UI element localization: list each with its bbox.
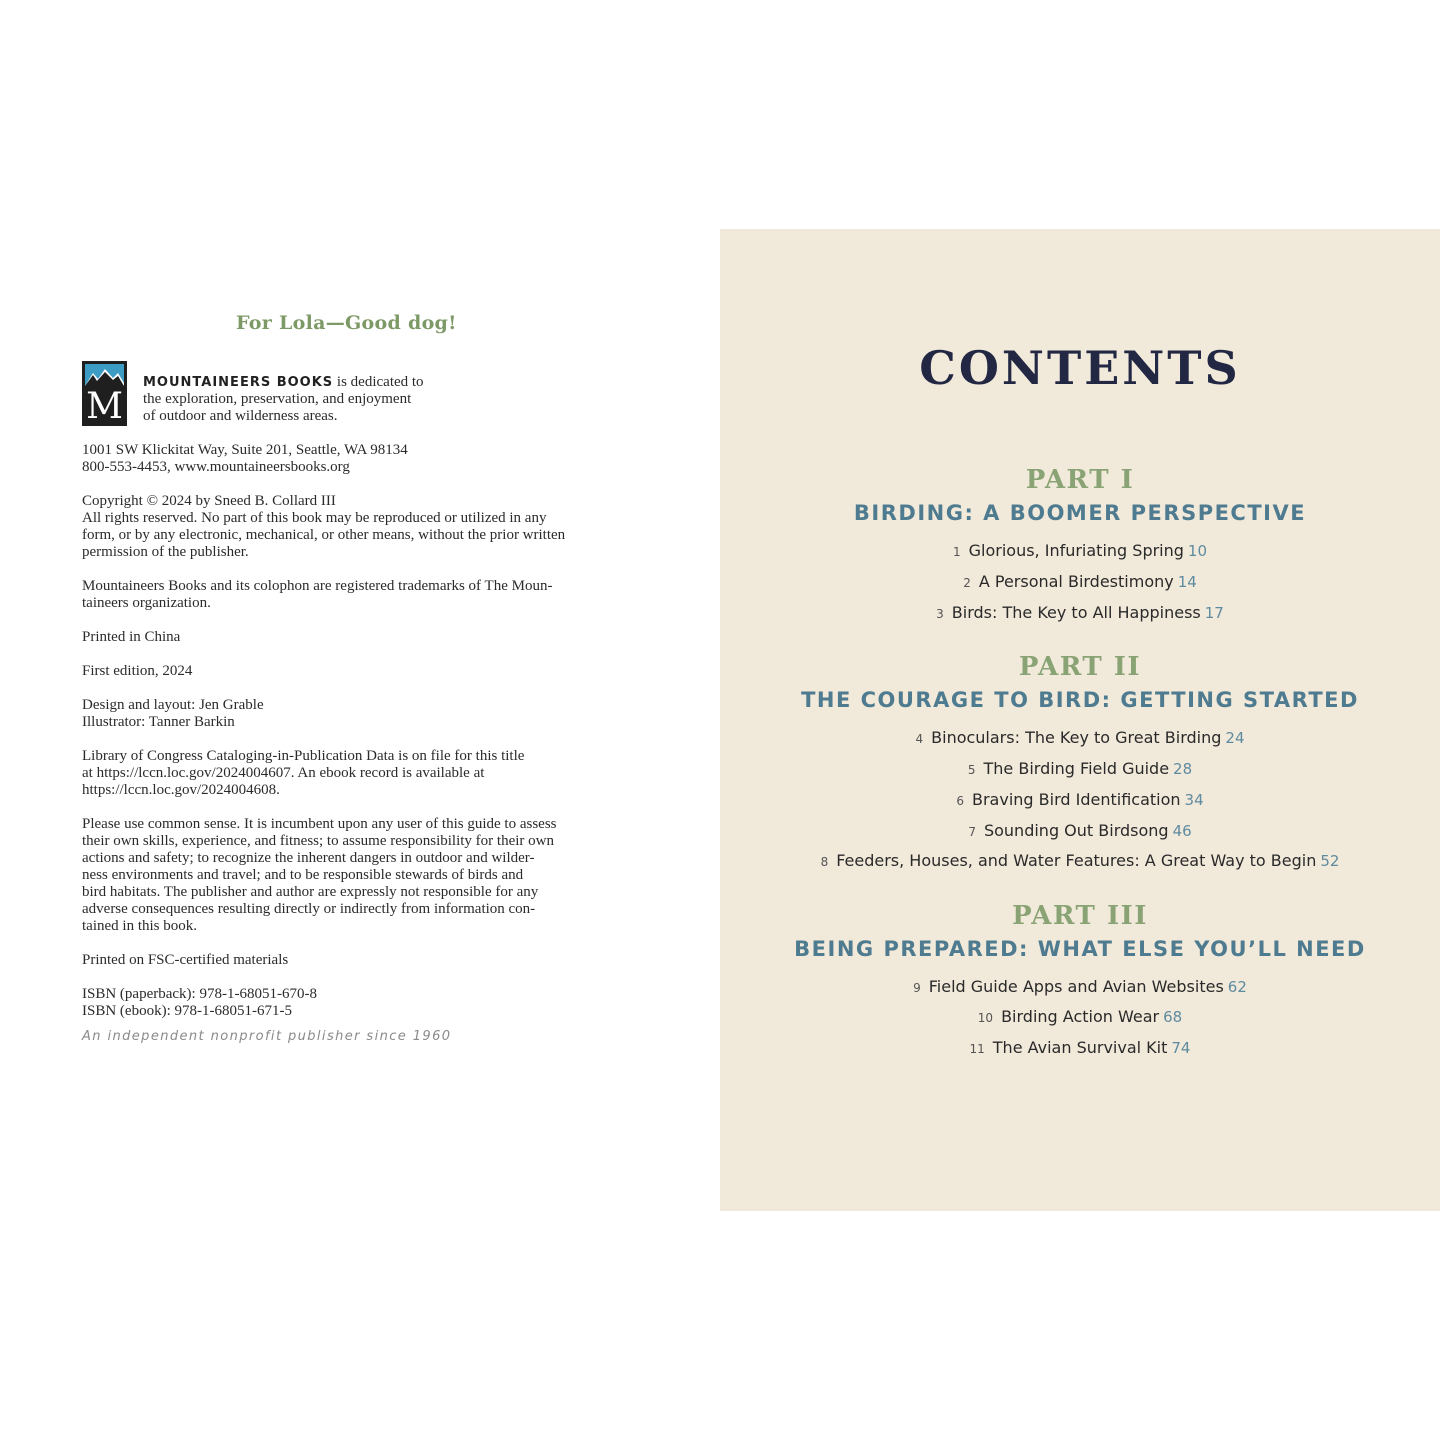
chapter-page-number: 52 [1320, 852, 1340, 870]
chapter-page-number: 28 [1173, 760, 1193, 778]
text-line: Printed on FSC-certified materials [82, 952, 289, 968]
chapter-page-number: 68 [1163, 1008, 1183, 1026]
toc-entry[interactable] [720, 727, 1440, 750]
copyright-paragraph [82, 952, 642, 969]
chapter-title: The Birding Field Guide [983, 759, 1170, 778]
chapter-number: 9 [913, 981, 921, 995]
copyright-page-text [82, 442, 642, 1037]
copyright-paragraph [82, 816, 642, 935]
toc-entry[interactable] [720, 758, 1440, 781]
chapter-number: 2 [963, 576, 971, 590]
chapter-number: 10 [977, 1011, 994, 1025]
chapter-page-number: 17 [1204, 604, 1224, 622]
text-line: Copyright © 2024 by Sneed B. Collard III [82, 493, 336, 509]
toc-entry[interactable] [720, 540, 1440, 563]
toc-entry[interactable] [720, 789, 1440, 812]
chapter-title: Birds: The Key to All Happiness [951, 603, 1201, 622]
part-title: BIRDING: A BOOMER PERSPECTIVE [853, 501, 1307, 525]
chapter-title: Glorious, Infuriating Spring [968, 541, 1184, 560]
logo-letter: M [86, 386, 123, 426]
copyright-paragraph [82, 442, 642, 476]
text-line: All rights reserved. No part of this book may be reproduced or utilized in any [82, 510, 547, 526]
copyright-paragraph [82, 986, 642, 1020]
chapter-title: Braving Bird Identification [972, 790, 1181, 809]
chapter-number: 8 [820, 855, 829, 869]
text-line: Library of Congress Cataloging-in-Publication Data is on file for this title [82, 748, 525, 764]
chapter-title: Field Guide Apps and Avian Websites [928, 977, 1224, 996]
dedication: For Lola—Good dog! [236, 312, 457, 334]
text-line: 1001 SW Klickitat Way, Suite 201, Seattle, WA 98134 [82, 442, 408, 458]
text-line: Mountaineers Books and its colophon are registered trademarks of The Moun- [82, 578, 553, 594]
chapter-page-number: 74 [1171, 1039, 1191, 1057]
text-line: tained in this book. [82, 918, 197, 934]
text-line: Illustrator: Tanner Barkin [82, 714, 235, 730]
chapter-page-number: 10 [1187, 542, 1208, 560]
text-line: ISBN (paperback): 978-1-68051-670-8 [82, 986, 317, 1002]
publisher-tagline: An independent nonprofit publisher since 1960 [82, 1029, 452, 1044]
copyright-paragraph [82, 578, 642, 612]
chapter-title: Sounding Out Birdsong [983, 821, 1169, 840]
part-title: BEING PREPARED: WHAT ELSE YOU’LL NEED [794, 937, 1366, 961]
chapter-page-number: 46 [1172, 822, 1192, 840]
publisher-block [82, 361, 642, 427]
toc-entry[interactable] [720, 820, 1440, 843]
copyright-paragraph [82, 493, 642, 561]
toc-entry[interactable] [720, 602, 1440, 625]
chapter-page-number: 34 [1184, 791, 1204, 809]
copyright-paragraph [82, 629, 642, 646]
part-title: THE COURAGE TO BIRD: GETTING STARTED [801, 688, 1359, 712]
text-line: Printed in China [82, 629, 181, 645]
text-line: ness environments and travel; and to be responsible stewards of birds and [82, 867, 524, 883]
text-line: Please use common sense. It is incumbent upon any user of this guide to assess [82, 816, 557, 832]
text-line: their own skills, experience, and fitness; to assume responsibility for their own [82, 833, 554, 849]
text-line: actions and safety; to recognize the inherent dangers in outdoor and wilder- [82, 850, 535, 866]
publisher-name: MOUNTAINEERS BOOKS [143, 375, 334, 390]
copyright-paragraph [82, 663, 642, 680]
publisher-logo [82, 361, 127, 426]
copyright-paragraph [82, 697, 642, 731]
text-line: at https://lccn.loc.gov/2024004607. An ebook record is available at [82, 765, 485, 781]
chapter-number: 11 [969, 1042, 985, 1056]
text-line: bird habitats. The publisher and author are expressly not responsible for any [82, 884, 539, 900]
part-label: PART III [1012, 901, 1148, 931]
copyright-paragraph [82, 748, 642, 799]
chapter-number: 1 [952, 545, 961, 559]
chapter-title: Binoculars: The Key to Great Birding [931, 728, 1222, 747]
toc-entry[interactable] [720, 850, 1440, 873]
text-line: taineers organization. [82, 595, 211, 611]
publisher-statement-line: of outdoor and wilderness areas. [143, 408, 338, 424]
part-label: PART II [1018, 652, 1142, 682]
chapter-number: 5 [967, 763, 976, 777]
chapter-page-number: 24 [1225, 729, 1245, 747]
chapter-title: Birding Action Wear [1001, 1007, 1160, 1026]
chapter-title: A Personal Birdestimony [978, 572, 1174, 591]
text-line: ISBN (ebook): 978-1-68051-671-5 [82, 1003, 292, 1019]
text-line: Design and layout: Jen Grable [82, 697, 264, 713]
text-line: First edition, 2024 [82, 663, 193, 679]
chapter-page-number: 62 [1227, 978, 1247, 996]
text-line: https://lccn.loc.gov/2024004608. [82, 782, 280, 798]
toc-entry[interactable] [720, 1006, 1440, 1029]
publisher-statement-line: is dedicated to [333, 374, 424, 390]
chapter-number: 6 [956, 794, 964, 808]
chapter-number: 7 [968, 825, 976, 839]
text-line: form, or by any electronic, mechanical, or other means, without the prior written [82, 527, 566, 543]
toc-entry[interactable] [720, 571, 1440, 594]
chapter-title: The Avian Survival Kit [992, 1038, 1168, 1057]
text-line: adverse consequences resulting directly or indirectly from information con- [82, 901, 536, 917]
chapter-title: Feeders, Houses, and Water Features: A Great Way to Begin [836, 851, 1317, 870]
toc-entry[interactable] [720, 1037, 1440, 1060]
chapter-page-number: 14 [1177, 573, 1197, 591]
toc-entry[interactable] [720, 976, 1440, 999]
publisher-statement [143, 374, 473, 425]
publisher-statement-line: the exploration, preservation, and enjoyment [143, 391, 412, 407]
chapter-number: 4 [915, 732, 924, 746]
contents-title: CONTENTS [919, 341, 1241, 395]
text-line: permission of the publisher. [82, 544, 249, 560]
part-label: PART I [1025, 465, 1135, 495]
text-line: 800-553-4453, www.mountaineersbooks.org [82, 459, 350, 475]
chapter-number: 3 [936, 607, 944, 621]
